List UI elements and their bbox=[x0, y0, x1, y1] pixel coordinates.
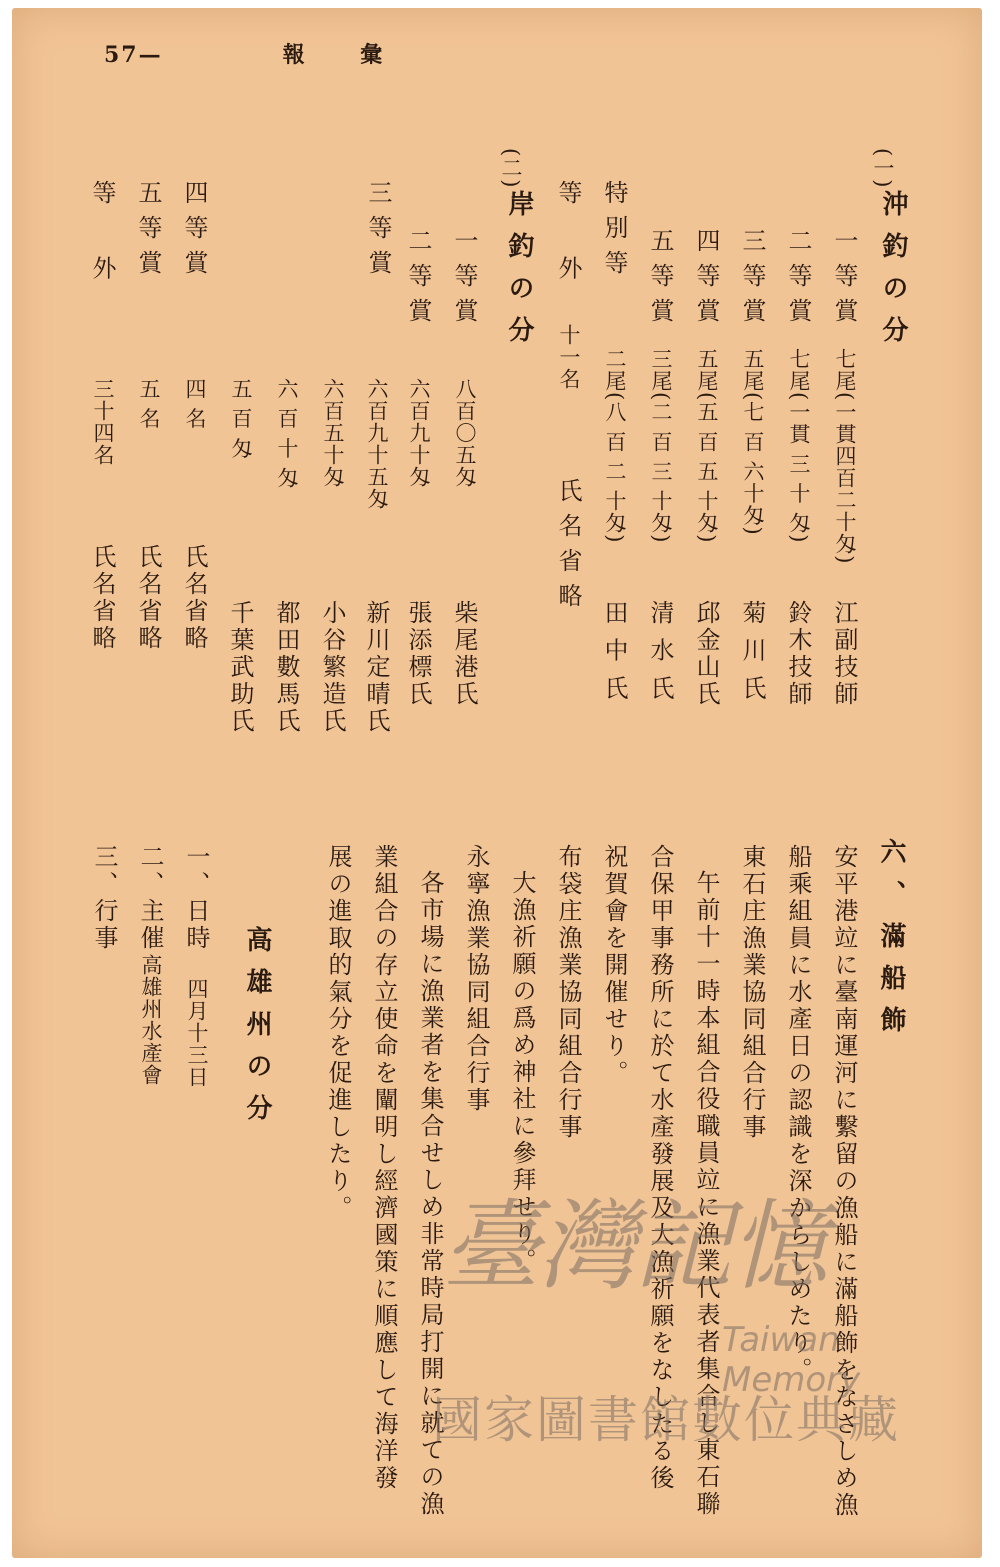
s2-name-7: 氏名省略 bbox=[180, 544, 208, 652]
s6-line-2: 船乘組員に水產日の認識を深からしめたり。 bbox=[784, 844, 812, 1384]
watermark-script: 臺灣記憶 bbox=[442, 1190, 827, 1304]
document-page bbox=[12, 8, 982, 1558]
page-number: 57 bbox=[104, 42, 139, 68]
s1-rank-2: 二等賞 bbox=[784, 228, 812, 333]
s1-catch-4: 五尾(五 百 五 十匁) bbox=[695, 348, 719, 544]
s1-catch-1: 七尾(一貫四百二十匁) bbox=[833, 348, 857, 565]
k-item-3-label: 三、行事 bbox=[90, 844, 118, 952]
s6-line-9: 永寧漁業協同組合行事 bbox=[462, 844, 490, 1114]
s2-rank-9: 等 外 bbox=[88, 180, 116, 302]
s1-rank-5: 五等賞 bbox=[646, 228, 674, 333]
watermark-institution: 國家圖書館數位典藏 bbox=[432, 1391, 900, 1449]
s1-rank-4: 四等賞 bbox=[692, 228, 720, 333]
section-six-heading: 六、滿船飾 bbox=[876, 838, 906, 1048]
s2-catch-2: 六百九十匁 bbox=[407, 378, 431, 488]
s6-line-12: 展の進取的氣分を促進したり。 bbox=[324, 844, 352, 1222]
k-item-2-value: 高雄州水產會 bbox=[139, 954, 163, 1086]
s2-name-8: 氏名省略 bbox=[134, 544, 162, 652]
s6-line-8: 大漁祈願の爲め神社に參拜せり。 bbox=[508, 870, 536, 1275]
s1-catch-7: 十一名 bbox=[557, 324, 581, 390]
section-two-heading: 岸釣の分 bbox=[504, 190, 534, 358]
s1-catch-2: 七尾(一貫 三 十 匁) bbox=[787, 348, 811, 544]
watermark-latin: Taiwan Memory bbox=[722, 1320, 861, 1400]
s1-rank-1: 一等賞 bbox=[830, 228, 858, 333]
s1-name-2: 鈴木技師 bbox=[784, 600, 812, 708]
s1-rank-3: 三等賞 bbox=[738, 228, 766, 333]
s2-catch-1: 八百〇五匁 bbox=[453, 378, 477, 488]
s1-catch-3: 五尾(七 百 六十匁) bbox=[741, 348, 765, 536]
s2-catch-9: 三十四名 bbox=[91, 378, 115, 466]
s1-name-5: 清 水 氏 bbox=[646, 600, 674, 703]
s1-catch-5: 三尾(二 百 三 十匁) bbox=[649, 348, 673, 544]
s1-rank-7: 等 外 bbox=[554, 180, 582, 302]
section-one-marker: (一) bbox=[871, 148, 895, 189]
s2-catch-3: 六百九十五匁 bbox=[365, 378, 389, 510]
s2-catch-8: 五 名 bbox=[137, 378, 161, 430]
s1-name-4: 邱金山氏 bbox=[692, 600, 720, 708]
s6-line-3: 東石庄漁業協同組合行事 bbox=[738, 844, 766, 1141]
s1-name-1: 江副技師 bbox=[830, 600, 858, 708]
s2-rank-1: 一等賞 bbox=[450, 228, 478, 333]
section-two-marker: (二) bbox=[499, 148, 523, 189]
k-item-2-label: 二、主催 bbox=[136, 844, 164, 952]
section-one-heading: 沖釣の分 bbox=[878, 190, 908, 358]
s2-catch-5: 六 百 十 匁 bbox=[275, 378, 299, 490]
s6-line-1: 安平港竝に臺南運河に繫留の漁船に滿船飾をなさしめ漁 bbox=[830, 844, 858, 1519]
s2-name-1: 柴尾港氏 bbox=[450, 600, 478, 708]
s2-rank-8: 五等賞 bbox=[134, 180, 162, 285]
s2-name-3: 新川定晴氏 bbox=[362, 600, 390, 735]
s2-name-2: 張添標氏 bbox=[404, 600, 432, 708]
k-item-1-label: 一、日時 bbox=[182, 844, 210, 952]
s6-line-11: 業組合の存立使命を闡明し經濟國策に順應して海洋發 bbox=[370, 844, 398, 1492]
s2-catch-4: 六百五十匁 bbox=[321, 378, 345, 488]
s1-catch-6: 二尾(八 百 二 十匁) bbox=[603, 348, 627, 544]
s2-name-4: 小谷繁造氏 bbox=[318, 600, 346, 735]
s1-name-6: 田 中 氏 bbox=[600, 600, 628, 703]
s6-line-4: 午前十一時本組合役職員竝に漁業代表者集合し東石聯 bbox=[692, 870, 720, 1518]
s2-name-6: 千葉武助氏 bbox=[226, 600, 254, 735]
s2-catch-7: 四 名 bbox=[183, 378, 207, 430]
s2-rank-7: 四等賞 bbox=[180, 180, 208, 285]
s6-line-7: 布袋庄漁業協同組合行事 bbox=[554, 844, 582, 1141]
running-title: 報 彙 bbox=[282, 42, 407, 68]
s2-rank-3: 三等賞 bbox=[364, 180, 392, 285]
s6-line-6: 祝賀會を開催せり。 bbox=[600, 844, 628, 1087]
s2-rank-2: 二等賞 bbox=[404, 228, 432, 333]
kaohsiung-heading: 高雄州の分 bbox=[242, 926, 272, 1136]
s1-name-7: 氏名省略 bbox=[554, 478, 582, 618]
s1-name-3: 菊 川 氏 bbox=[738, 600, 766, 703]
k-item-1-value: 四月十三日 bbox=[185, 978, 209, 1088]
s2-name-9: 氏名省略 bbox=[88, 544, 116, 652]
page-header bbox=[104, 38, 406, 69]
s6-line-5: 合保甲事務所に於て水產發展及大漁祈願をなしたる後 bbox=[646, 844, 674, 1492]
header-dash: — bbox=[138, 42, 163, 68]
s2-name-5: 都田數馬氏 bbox=[272, 600, 300, 735]
s1-rank-6: 特別等 bbox=[600, 180, 628, 285]
s6-line-10: 各市場に漁業者を集合せしめ非常時局打開に就ての漁 bbox=[416, 870, 444, 1518]
s2-catch-6: 五 百 匁 bbox=[229, 378, 253, 460]
